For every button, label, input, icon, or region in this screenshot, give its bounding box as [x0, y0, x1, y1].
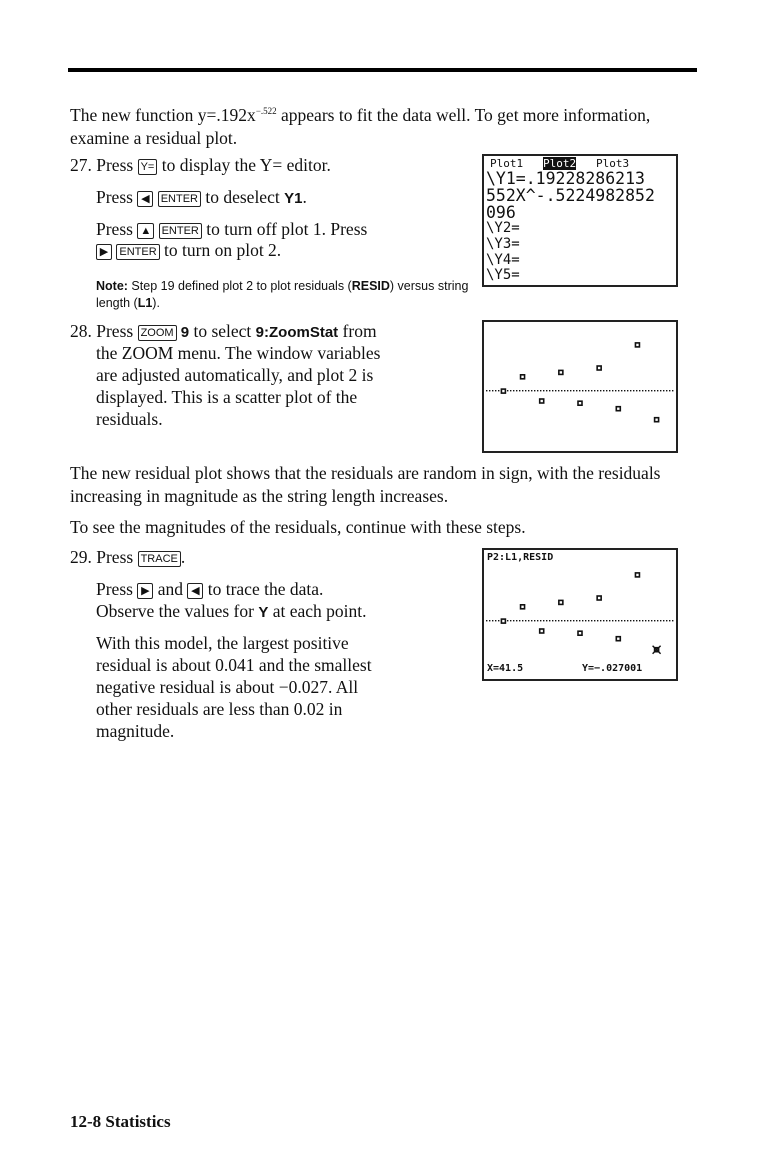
axis-dot — [519, 620, 520, 621]
axis-dot — [630, 390, 631, 391]
axis-dot — [510, 620, 511, 621]
up-arrow-key: ▲ — [137, 223, 154, 239]
axis-dot — [600, 390, 601, 391]
axis-dot — [525, 390, 526, 391]
axis-dot — [597, 390, 598, 391]
axis-dot — [639, 390, 640, 391]
axis-dot — [648, 620, 649, 621]
residual-point — [635, 573, 639, 577]
axis-dot — [588, 390, 589, 391]
y4-line: \Y4= — [486, 252, 520, 268]
axis-dot — [645, 620, 646, 621]
residual-point — [501, 619, 505, 623]
axis-dot — [507, 390, 508, 391]
y5-line: \Y5= — [486, 267, 520, 283]
residual-point — [597, 366, 601, 370]
trace-scatter — [484, 550, 676, 679]
residual-point — [635, 343, 639, 347]
axis-dot — [666, 620, 667, 621]
axis-dot — [606, 620, 607, 621]
axis-dot — [603, 620, 604, 621]
axis-dot — [528, 390, 529, 391]
left-arrow-key: ◀ — [137, 191, 153, 207]
axis-dot — [591, 620, 592, 621]
axis-dot — [594, 620, 595, 621]
residual-point — [521, 605, 525, 609]
y3-line: \Y3= — [486, 236, 520, 252]
axis-dot — [672, 390, 673, 391]
axis-dot — [597, 620, 598, 621]
axis-dot — [603, 390, 604, 391]
axis-dot — [585, 390, 586, 391]
axis-dot — [627, 390, 628, 391]
residual-point — [540, 629, 544, 633]
axis-dot — [555, 620, 556, 621]
y-readout: Y=−.027001 — [582, 663, 643, 674]
axis-dot — [519, 390, 520, 391]
residual-point — [501, 389, 505, 393]
paragraph-magnitudes: To see the magnitudes of the residuals, continue with these steps. — [70, 517, 526, 537]
axis-dot — [654, 620, 655, 621]
residual-point — [616, 637, 620, 641]
axis-dot — [669, 620, 670, 621]
axis-dot — [612, 390, 613, 391]
axis-dot — [615, 620, 616, 621]
axis-dot — [540, 390, 541, 391]
axis-dot — [609, 390, 610, 391]
axis-dot — [570, 390, 571, 391]
axis-dot — [651, 620, 652, 621]
step-number: 27. — [70, 155, 92, 175]
axis-dot — [666, 390, 667, 391]
axis-dot — [561, 620, 562, 621]
paragraph-random-sign: The new residual plot shows that the residuals are random in sign, with the residuals increasing in magnitude as the string length increases. — [70, 463, 661, 506]
axis-dot — [540, 620, 541, 621]
axis-dot — [561, 390, 562, 391]
residual-point — [521, 375, 525, 379]
axis-dot — [486, 620, 487, 621]
residual-point — [597, 596, 601, 600]
axis-dot — [570, 620, 571, 621]
residual-point — [578, 631, 582, 635]
axis-dot — [609, 620, 610, 621]
axis-dot — [537, 390, 538, 391]
axis-dot — [633, 620, 634, 621]
axis-dot — [579, 620, 580, 621]
trace-header: P2:L1,RESID — [487, 552, 554, 563]
axis-dot — [624, 390, 625, 391]
axis-dot — [564, 390, 565, 391]
axis-dot — [537, 620, 538, 621]
axis-dot — [495, 620, 496, 621]
axis-dot — [528, 620, 529, 621]
axis-dot — [522, 620, 523, 621]
axis-dot — [498, 390, 499, 391]
axis-dot — [549, 620, 550, 621]
y-equals-key: Y= — [138, 159, 158, 175]
axis-dot — [633, 390, 634, 391]
axis-dot — [663, 620, 664, 621]
axis-dot — [624, 620, 625, 621]
axis-dot — [612, 620, 613, 621]
residual-point — [578, 401, 582, 405]
axis-dot — [576, 390, 577, 391]
axis-dot — [498, 620, 499, 621]
axis-dot — [531, 390, 532, 391]
zoom-key: ZOOM — [138, 325, 177, 341]
page-footer: 12-8 Statistics — [70, 1112, 171, 1131]
axis-dot — [636, 620, 637, 621]
axis-dot — [558, 390, 559, 391]
axis-dot — [522, 390, 523, 391]
step-number: 28. — [70, 321, 92, 341]
axis-dot — [546, 620, 547, 621]
axis-dot — [669, 390, 670, 391]
axis-dot — [543, 390, 544, 391]
axis-dot — [555, 390, 556, 391]
y1-line-2: 552X^-.5224982852 — [486, 186, 655, 205]
axis-dot — [585, 620, 586, 621]
axis-dot — [567, 390, 568, 391]
enter-key: ENTER — [158, 191, 201, 207]
residual-scatter — [484, 322, 676, 451]
axis-dot — [606, 390, 607, 391]
axis-dot — [564, 620, 565, 621]
axis-dot — [552, 620, 553, 621]
left-arrow-key: ◀ — [187, 583, 203, 599]
axis-dot — [525, 620, 526, 621]
axis-dot — [576, 620, 577, 621]
axis-dot — [639, 620, 640, 621]
axis-dot — [642, 390, 643, 391]
axis-dot — [492, 390, 493, 391]
axis-dot — [531, 620, 532, 621]
top-rule — [68, 68, 697, 72]
axis-dot — [630, 620, 631, 621]
axis-dot — [579, 390, 580, 391]
axis-dot — [495, 390, 496, 391]
y2-line: \Y2= — [486, 220, 520, 236]
axis-dot — [510, 390, 511, 391]
axis-dot — [582, 390, 583, 391]
right-arrow-key: ▶ — [137, 583, 153, 599]
axis-dot — [618, 390, 619, 391]
axis-dot — [591, 390, 592, 391]
axis-dot — [660, 620, 661, 621]
axis-dot — [657, 620, 658, 621]
y1-line-3: 096 — [486, 203, 516, 222]
y1-line-1: \Y1=.19228286213 — [486, 169, 645, 188]
axis-dot — [489, 390, 490, 391]
axis-dot — [582, 620, 583, 621]
trace-key: TRACE — [138, 551, 181, 567]
axis-dot — [588, 620, 589, 621]
axis-dot — [543, 620, 544, 621]
trace-screen — [482, 548, 678, 681]
axis-dot — [636, 390, 637, 391]
plot3-label: Plot3 — [596, 157, 630, 170]
axis-dot — [573, 620, 574, 621]
axis-dot — [516, 620, 517, 621]
axis-dot — [534, 390, 535, 391]
axis-dot — [660, 390, 661, 391]
axis-dot — [534, 620, 535, 621]
enter-key: ENTER — [159, 223, 202, 239]
axis-dot — [657, 390, 658, 391]
axis-dot — [600, 620, 601, 621]
x-readout: X=41.5 — [487, 663, 524, 674]
axis-dot — [552, 390, 553, 391]
right-arrow-key: ▶ — [96, 244, 112, 260]
plot1-label: Plot1 — [490, 157, 524, 170]
axis-dot — [621, 390, 622, 391]
residual-plot-screen — [482, 320, 678, 453]
axis-dot — [618, 620, 619, 621]
axis-dot — [648, 390, 649, 391]
axis-dot — [651, 390, 652, 391]
axis-dot — [549, 390, 550, 391]
axis-dot — [486, 390, 487, 391]
y-editor-screen — [482, 154, 678, 287]
axis-dot — [645, 390, 646, 391]
residual-point — [616, 407, 620, 411]
axis-dot — [663, 390, 664, 391]
axis-dot — [558, 620, 559, 621]
residual-point — [559, 600, 563, 604]
plot2-label: Plot2 — [543, 157, 577, 170]
axis-dot — [513, 390, 514, 391]
axis-dot — [672, 620, 673, 621]
axis-dot — [627, 620, 628, 621]
axis-dot — [492, 620, 493, 621]
intro-paragraph: The new function $y=.192x^{-.522}$ appears to fit the data well. To get more information, examine a residual plot. — [70, 105, 651, 148]
residual-point — [540, 399, 544, 403]
axis-dot — [654, 390, 655, 391]
residual-point — [559, 370, 563, 374]
axis-dot — [489, 620, 490, 621]
note: Note: Step 19 defined plot 2 to plot residuals (RESID) versus string length (L1). — [96, 279, 469, 310]
axis-dot — [516, 390, 517, 391]
step-number: 29. — [70, 547, 92, 567]
residual-point — [655, 418, 659, 422]
axis-dot — [507, 620, 508, 621]
axis-dot — [615, 390, 616, 391]
axis-dot — [546, 390, 547, 391]
enter-key: ENTER — [116, 244, 159, 260]
axis-dot — [513, 620, 514, 621]
axis-dot — [621, 620, 622, 621]
axis-dot — [567, 620, 568, 621]
axis-dot — [573, 390, 574, 391]
axis-dot — [594, 390, 595, 391]
axis-dot — [642, 620, 643, 621]
